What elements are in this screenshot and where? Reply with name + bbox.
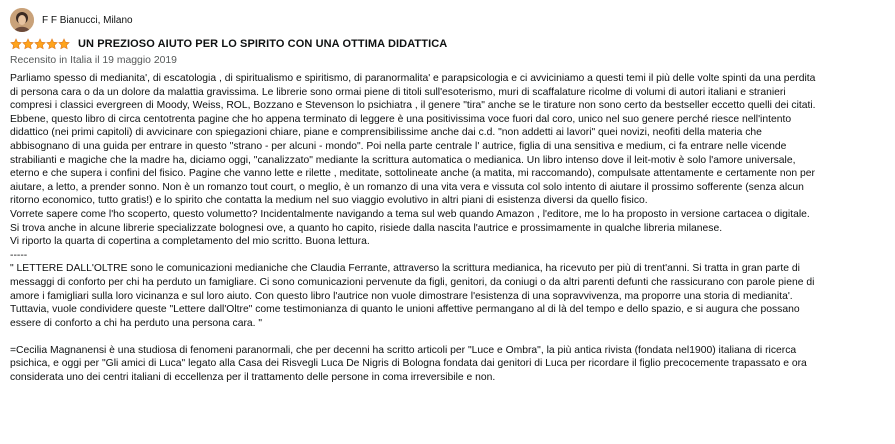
review-text-line: compresi i classici evergreen di Moody, Weiss, ROL, Bozzano e Stevenson lo psichiatra , il genere "tira" anche se le tirature non sono certo da bestseller eccetto quelli dei citati. xyxy=(10,100,816,112)
review-text-line: " LETTERE DALL'OLTRE sono le comunicazioni medianiche che Claudia Ferrante, attraverso la scrittura medianica, ha ricevuto per più di trent'anni. Si tratta in gran parte di xyxy=(10,263,800,275)
review-text-line: Vorrete sapere come l'ho scoperto, questo volumetto? Incidentalmente navigando a tema sul web quando Amazon , l'editore, me lo ha proposto in versione cartacea o digitale. xyxy=(10,208,810,220)
review-text-line: amore i famigliari sulla loro vicinanza e sul loro aiuto. Con questo libro l'autrice non vuole dimostrare l'esistenza di una sopravvivenza, ma proporre una storia di medianita'. xyxy=(10,290,793,302)
review-text-line: Si trova anche in alcune librerie specializzate bolognesi ove, a quanto ho capito, risiede dalla nascita l'autrice e prossimamente in qualche libreria milanese. xyxy=(10,222,723,234)
review-text-line: =Cecilia Magnanensi è una studiosa di fenomeni paranormali, che per decenni ha scritto articoli per "Luce e Ombra", la più antica rivista (fondata nel1900) italiana di ricerca xyxy=(10,344,797,356)
review-date: Recensito in Italia il 19 maggio 2019 xyxy=(10,55,177,66)
reviewer-profile[interactable] xyxy=(10,8,133,32)
star-rating[interactable] xyxy=(10,38,70,50)
star-icon xyxy=(22,38,34,50)
review-text-line: Parliamo spesso di medianita', di escatologia , di spiritualismo e spiritismo, di paranormalita' e parapsicologia e ci avviciniamo a questi temi il più delle volte spinti da una perdita xyxy=(10,73,816,84)
review-text-line: abbisognano di una guida per entrare in questo "strano - per alcuni - mondo". Poi nella parte centrale l' autrice, figlia di una sensitiva e medium, ci fa entrare nelle vicende xyxy=(10,140,787,152)
review-text-line: essere di conforto a chi ha perduto una persona cara. " xyxy=(10,317,263,329)
review-text-line: Tuttavia, vuole condividere queste "Lettere dall'Oltre" come testimonianza di quanto le unioni affettive permangano al di là del tempo e dello spazio, e si augura che possano xyxy=(10,304,800,316)
review-header xyxy=(10,38,447,50)
star-icon xyxy=(10,38,22,50)
review-text-line: aiutare, a letto, a prender sonno. Non è un romanzo tout court, o meglio, è un romanzo di una vita vera e vissuta col solo intento di aiutare il prossimo sofferente (senza alcun xyxy=(10,181,804,193)
review-text-line: eterno e che supera i confini del fisico. Pagine che vanno lette e rilette , meditate, sottolineate anche (a matita, mi raccomando), compulsate attentamente e certamente non per xyxy=(10,168,815,180)
review-text-line: di persona cara o da un dolore da malattia gravissima. Le librerie sono ormai piene di titoli sull'esoterismo, muri di scaffalature ricolme di volumi di autori italiani e stranieri xyxy=(10,86,786,98)
star-icon xyxy=(46,38,58,50)
star-icon xyxy=(58,38,70,50)
review-text-line xyxy=(10,330,895,344)
review-text-line: strabilianti e magiche che la madre ha, diciamo oggi, "canalizzato" mediante la scrittura automatica o medianica. Un libro intenso dove il leit-motiv è solo l'amore universale, xyxy=(10,154,796,166)
review-text-line: Vi riporto la quarta di copertina a completamento del mio scritto. Buona lettura. xyxy=(10,236,370,248)
reviewer-name[interactable]: F F Bianucci, Milano xyxy=(42,14,133,26)
review-text-line: ----- xyxy=(10,249,28,261)
review-title[interactable]: UN PREZIOSO AIUTO PER LO SPIRITO CON UNA OTTIMA DIDATTICA xyxy=(78,38,448,50)
review-text-line: ritorno economico, tutto gratis!) e lo spirito che contatta la medium nel suo viaggio evolutivo in altri piani di esistenza diversi da quello fisico. xyxy=(10,195,648,207)
review-text-line: messaggi di conforto per chi ha perduto un famigliare. Ci sono comunicazioni pervenute da figli, genitori, da coniugi o da altri parenti defunti che rassicurano con parole piene di xyxy=(10,276,815,288)
review-text-line: didattico (nei primi capitoli) di avvicinare con spiegazioni chiare, piane e comprensibilissime anche dai c.d. "non addetti ai lavori" quei novizi, neofiti della materia che xyxy=(10,127,762,139)
user-avatar-icon[interactable] xyxy=(10,8,34,32)
review-text-line: psichica, e oggi per "Gli amici di Luca" legato alla Casa dei Risvegli Luca De Nigris di Bologna fondata dai genitori di Luca per ricordare il figlio precocemente trapassato e ora xyxy=(10,358,807,370)
review-text-line: considerata uno dei centri italiani di eccellenza per il trattamento delle persone in coma irreversibile e non. xyxy=(10,372,496,384)
star-icon xyxy=(34,38,46,50)
review-body xyxy=(10,72,895,385)
review-text-line: Ebbene, questo libro di circa centotrenta pagine che ho appena terminato di leggere è una positivissima voce fuori dal coro, unico nel suo genere perché riesce nell'intento xyxy=(10,113,792,125)
